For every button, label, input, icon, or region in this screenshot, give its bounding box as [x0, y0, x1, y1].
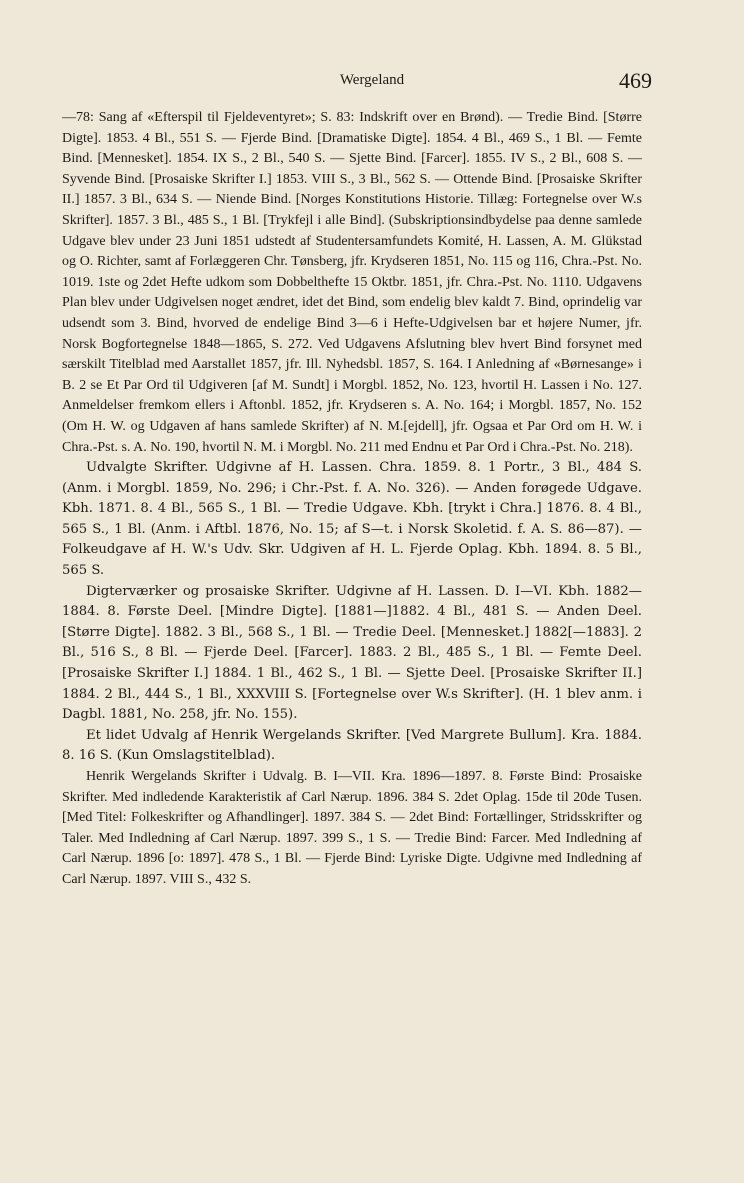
bibliography-text: [62, 108, 642, 891]
bibliography-entry-digtervaerker: Digterværker og prosaiske Skrifter. Udgivne af H. Lassen. D. I—VI. Kbh. 1882—1884. 8. Første Deel. [Mindre Digte]. [1881—]1882. 4 Bl., 481 S. — Anden Deel. [Større Digte]. 1882. 3 Bl., 568 S., 1 Bl. — Tredie Deel. [Mennesket.] 1882[—1883]. 2 Bl., 516 S., 8 Bl. — Fjerde Deel. [Farcer]. 1883. 2 Bl., 485 S., 1 Bl. — Femte Deel. [Prosaiske Skrifter I.] 1884. 1 Bl., 462 S., 1 Bl. — Sjette Deel. [Prosaiske Skrifter II.] 1884. 2 Bl., 444 S., 1 Bl., XXXVIII S. [Fortegnelse over W.s Skrifter]. (H. 1 blev anm. i Dagbl. 1881, No. 258, jfr. No. 155).: [62, 583, 642, 723]
page-header: [62, 64, 682, 104]
page-number: 469: [619, 68, 652, 93]
bibliography-entry-continuation: —78: Sang af «Efterspil til Fjeldeventyret»; S. 83: Indskrift over en Brønd). — Tredie Bind. [Større Digte]. 1853. 4 Bl., 551 S. — Fjerde Bind. [Dramatiske Digte]. 1854. 4 Bl., 469 S., 1 Bl. — Femte Bind. [Mennesket]. 1854. IX S., 2 Bl., 540 S. — Sjette Bind. [Farcer]. 1855. IV S., 2 Bl., 608 S. — Syvende Bind. [Prosaiske Skrifter I.] 1853. VIII S., 3 Bl., 562 S. — Ottende Bind. [Prosaiske Skrifter II.] 1857. 3 Bl., 634 S. — Niende Bind. [Norges Konstitutions Historie. Tillæg: Fortegnelse over W.s Skrifter]. 1857. 3 Bl., 485 S., 1 Bl. [Trykfejl i alle Bind]. (Subskriptionsindbydelse paa denne samlede Udgave blev under 23 Juni 1851 udstedt af Studentersamfundets Komité, H. Lassen, A. M. Glükstad og O. Richter, samt af Forlæggeren Chr. Tønsberg, jfr. Krydseren 1851, No. 115 og 116, Chra.-Pst. No. 1019. 1ste og 2det Hefte udkom som Dobbelthefte 15 Oktbr. 1851, jfr. Chra.-Pst. No. 1110. Udgavens Plan blev under Udgivelsen noget ændret, idet det Bind, som endelig blev kaldt 7. Bind, oprindelig var udsendt som 3. Bind, hvorved de endelige Bind 3—6 i Hefte-Udgivelsen bar et højere Numer, jfr. Norsk Bogfortegnelse 1848—1865, S. 272. Ved Udgavens Afslutning blev hvert Bind forsynet med særskilt Titelblad med Aarstallet 1857, jfr. Ill. Nyhedsbl. 1857, S. 164. I Anledning af «Børnesange» i B. 2 se Et Par Ord til Udgiveren [af M. Sundt] i Morgbl. 1852, No. 123, hvortil H. Lassen i No. 127. Anmeldelser fremkom ellers i Aftonbl. 1852, jfr. Krydseren s. A. No. 164; i Morgbl. 1857, No. 152 (Om H. W. og Udgaven af hans samlede Skrifter) af N. M.[ejdell], jfr. Ogsaa et Par Ord om H. W. i Chra.-Pst. s. A. No. 190, hvortil N. M. i Morgbl. No. 211 med Endnu et Par Ord i Chra.-Pst. No. 218).: [62, 110, 642, 455]
bibliography-entry-lidet-udvalg: Et lidet Udvalg af Henrik Wergelands Skrifter. [Ved Margrete Bullum]. Kra. 1884. 8. 16 S. (Kun Omslagstitelblad).: [62, 727, 642, 764]
bibliography-entry-udvalgte-skrifter: Udvalgte Skrifter. Udgivne af H. Lassen. Chra. 1859. 8. 1 Portr., 3 Bl., 484 S. (Anm. i Morgbl. 1859, No. 296; i Chr.-Pst. f. A. No. 326). — Anden forøgede Udgave. Kbh. 1871. 8. 4 Bl., 565 S., 1 Bl. — Tredie Udgave. Kbh. [trykt i Chra.] 1876. 8. 4 Bl., 565 S., 1 Bl. (Anm. i Aftbl. 1876, No. 15; af S—t. i Norsk Skoletid. f. A. S. 86—87). — Folkeudgave af H. W.'s Udv. Skr. Udgiven af H. L. Fjerde Oplag. Kbh. 1894. 8. 5 Bl., 565 S.: [62, 460, 642, 579]
running-title: Wergeland: [339, 72, 405, 88]
bibliography-entry-skrifter-i-udvalg: Henrik Wergelands Skrifter i Udvalg. B. I—VII. Kra. 1896—1897. 8. Første Bind: Prosaiske Skrifter. Med indledende Karakteristik af Carl Nærup. 1896. 384 S. 2det Oplag. 15de til 20de Tusen. [Med Titel: Folkeskrifter og Afhandlinger]. 1897. 384 S. — 2det Bind: Fortællinger, Stridsskrifter og Taler. Med Indledning af Carl Nærup. 1897. 399 S., 1 S. — Tredie Bind: Farcer. Med Indledning af Carl Nærup. 1896 [o: 1897]. 478 S., 1 Bl. — Fjerde Bind: Lyriske Digte. Udgivne med Indledning af Carl Nærup. 1897. VIII S., 432 S.: [62, 769, 642, 887]
